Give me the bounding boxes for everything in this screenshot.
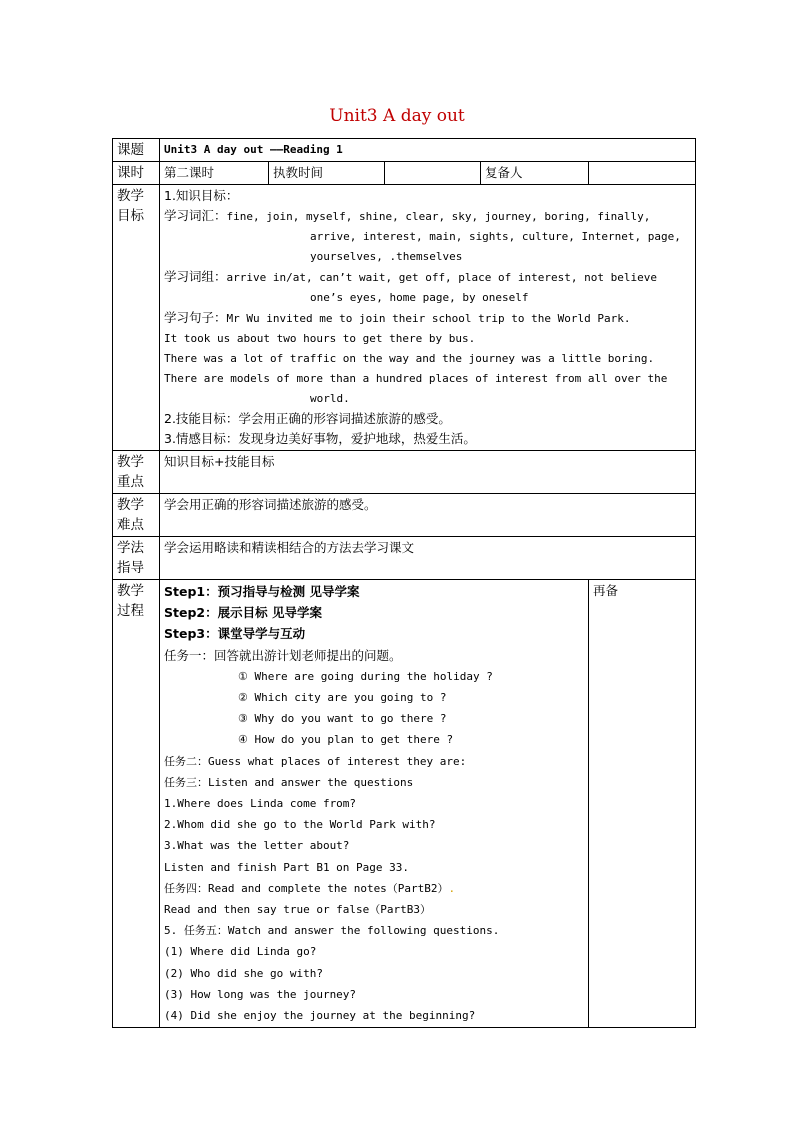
difficulties-label-line: 教学 xyxy=(117,497,144,513)
sentence-line: world. xyxy=(310,392,350,405)
difficulties-value: 学会用正确的形容词描述旅游的感受。 xyxy=(160,494,696,537)
row-objectives xyxy=(113,185,696,451)
period-label: 课时 xyxy=(113,162,160,185)
task5-question: (4) Did she enjoy the journey at the beginning? xyxy=(164,1009,476,1023)
method-label-line: 指导 xyxy=(117,560,144,576)
vocab-line: yourselves, .themselves xyxy=(310,250,463,263)
re-prep-column: 再备 xyxy=(589,580,696,1028)
objectives-label xyxy=(113,185,160,451)
row-difficulties xyxy=(113,494,696,537)
sentence-line: There are models of more than a hundred places of interest from all over the xyxy=(164,372,668,385)
task1-question: ② Which city are you going to ? xyxy=(238,691,447,705)
sentence-label: 学习句子： xyxy=(164,310,227,325)
teach-time-label: 执教时间 xyxy=(269,162,385,185)
difficulties-label-line: 难点 xyxy=(117,517,144,533)
task1-question: ① Where are going during the holiday ? xyxy=(238,669,493,683)
task1-question: ③ Why do you want to go there ? xyxy=(238,712,447,726)
row-period xyxy=(113,162,696,185)
task5-question: (3) How long was the journey? xyxy=(164,987,357,1001)
task3-question: 2.Whom did she go to the World Park with? xyxy=(164,818,436,832)
row-process xyxy=(113,580,696,1028)
objectives-label-line: 目标 xyxy=(117,208,144,224)
method-label xyxy=(113,537,160,580)
task3-heading: 任务三：Listen and answer the questions xyxy=(164,775,414,789)
method-value: 学会运用略读和精读相结合的方法去学习课文 xyxy=(160,537,696,580)
page-title: Unit3 A day out xyxy=(329,106,465,126)
topic-label: 课题 xyxy=(113,139,160,162)
vocab-line xyxy=(164,206,691,227)
vocab-line: arrive, interest, main, sights, culture, Internet, page, xyxy=(310,230,681,243)
task1-question: ④ How do you plan to get there ? xyxy=(238,733,454,747)
task4-extra: Read and then say true or false（PartB3） xyxy=(164,903,432,917)
task3-question: 1.Where does Linda come from? xyxy=(164,797,357,811)
phrase-label: 学习词组： xyxy=(164,269,227,284)
knowledge-objective: 1.知识目标： xyxy=(164,188,239,203)
task5-question: (1) Where did Linda go? xyxy=(164,945,317,959)
row-method xyxy=(113,537,696,580)
task4-line xyxy=(164,878,584,899)
sentence-text: Mr Wu invited me to join their school trip to the World Park. xyxy=(226,312,631,325)
task3-question: 3.What was the letter about? xyxy=(164,839,350,853)
step-line: Step1：预习指导与检测 见导学案 xyxy=(164,584,360,599)
difficulties-label xyxy=(113,494,160,537)
key-points-label-line: 教学 xyxy=(117,454,144,470)
vocab-label: 学习词汇： xyxy=(164,208,227,223)
key-points-value: 知识目标+技能目标 xyxy=(160,451,696,494)
key-points-label-line: 重点 xyxy=(117,474,144,490)
process-label-line: 教学 xyxy=(117,583,144,599)
lesson-plan-table xyxy=(112,138,696,1028)
phrase-text: arrive in/at, can’t wait, get off, place of interest, not believe xyxy=(226,271,657,284)
emotion-objective: 3.情感目标：发现身边美好事物，爱护地球，热爱生活。 xyxy=(164,431,476,446)
sentence-line: There was a lot of traffic on the way and the journey was a little boring. xyxy=(164,352,655,365)
task5-heading: 5. 任务五：Watch and answer the following questions. xyxy=(164,924,500,938)
task4-dot: . xyxy=(448,881,456,895)
process-label-line: 过程 xyxy=(117,603,144,619)
task2-heading: 任务二：Guess what places of interest they are: xyxy=(164,754,467,768)
key-points-label xyxy=(113,451,160,494)
reviewer-value xyxy=(589,162,696,185)
row-key-points xyxy=(113,451,696,494)
method-label-line: 学法 xyxy=(117,540,144,556)
task1-heading: 任务一：回答就出游计划老师提出的问题。 xyxy=(164,647,402,663)
vocab-text: fine, join, myself, shine, clear, sky, journey, boring, finally, xyxy=(226,210,651,223)
skill-objective: 2.技能目标：学会用正确的形容词描述旅游的感受。 xyxy=(164,411,451,426)
task4-heading: 任务四：Read and complete the notes（PartB2） xyxy=(164,881,449,895)
objectives-content xyxy=(160,185,696,451)
task3-question: Listen and finish Part B1 on Page 33. xyxy=(164,860,410,874)
topic-value: Unit3 A day out ——Reading 1 xyxy=(160,139,696,162)
task5-question: (2) Who did she go with? xyxy=(164,966,323,980)
teach-time-value xyxy=(385,162,481,185)
reviewer-label: 复备人 xyxy=(481,162,589,185)
step-line: Step2：展示目标 见导学案 xyxy=(164,605,322,621)
lesson-number: 第二课时 xyxy=(160,162,269,185)
sentence-line: It took us about two hours to get there by bus. xyxy=(164,332,476,345)
step-line: Step3：课堂导学与互动 xyxy=(164,626,306,642)
phrase-line xyxy=(164,267,691,288)
phrase-line: one’s eyes, home page, by oneself xyxy=(310,291,529,304)
process-content xyxy=(160,580,589,1028)
sentence-line xyxy=(164,308,691,329)
objectives-label-line: 教学 xyxy=(117,188,144,204)
row-topic xyxy=(113,139,696,162)
process-label xyxy=(113,580,160,1028)
